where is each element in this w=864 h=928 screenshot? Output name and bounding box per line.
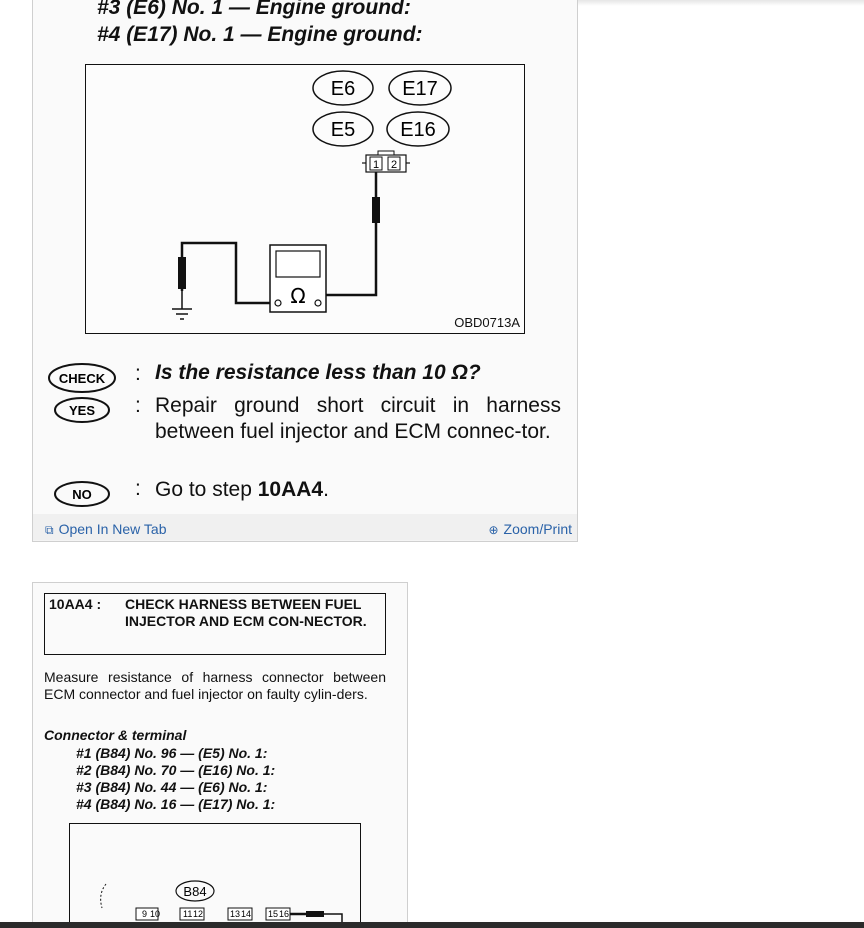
pin-15: 15 — [268, 909, 279, 919]
connector-e6-label: E6 — [330, 78, 356, 100]
harness-diagram — [69, 823, 361, 928]
open-new-tab-icon: ⧉ — [45, 523, 54, 537]
zoom-icon: ⊕ — [488, 523, 499, 537]
no-text-prefix: Go to step — [155, 478, 258, 501]
open-new-tab-link[interactable] — [45, 521, 167, 538]
pin-10: 10 — [150, 909, 161, 919]
no-answer-text — [155, 477, 561, 503]
connector-b84 — [176, 881, 214, 901]
connector-e6 — [313, 71, 373, 105]
connector-b84-label: B84 — [183, 884, 207, 899]
no-label: NO — [72, 487, 92, 502]
step-header-box — [44, 593, 386, 655]
ohm-symbol: Ω — [290, 284, 306, 308]
open-new-tab-label: Open In New Tab — [58, 521, 167, 537]
harness-drawing — [70, 824, 360, 928]
connector-outline — [101, 884, 106, 908]
check-colon: : — [135, 362, 141, 385]
step-number: 10AA4 : — [49, 596, 102, 612]
manual-step-panel — [32, 582, 408, 928]
connector-e16 — [387, 112, 449, 146]
step-instruction: Measure resistance of harness connector between ECM connector and fuel injector on faulty cylin-ders. — [44, 669, 386, 702]
manual-figure-panel — [32, 0, 578, 542]
step-title: CHECK HARNESS BETWEEN FUEL INJECTOR AND ECM CON-NECTOR. — [125, 596, 367, 629]
connector-e5-label: E5 — [330, 119, 356, 141]
check-question: Is the resistance less than 10 Ω? — [155, 361, 481, 384]
yes-colon: : — [135, 394, 141, 417]
injector-connector — [362, 151, 410, 172]
zoom-print-link[interactable] — [488, 521, 572, 537]
ground-icon — [172, 291, 192, 319]
pin-9: 9 — [142, 909, 148, 919]
yes-oval-icon — [53, 396, 113, 424]
probe-lead-right — [324, 172, 376, 295]
terminal-line-3: #3 (B84) No. 44 — (E6) No. 1: — [76, 779, 268, 795]
b84-pin-row — [136, 908, 290, 920]
check-oval-icon — [47, 362, 119, 394]
probe-right — [372, 197, 380, 223]
manual-page-image — [33, 0, 577, 514]
terminal-line-1: #1 (B84) No. 96 — (E5) No. 1: — [76, 745, 268, 761]
diagram-drawing — [86, 65, 523, 332]
probe-left — [178, 257, 186, 289]
no-colon: : — [135, 477, 141, 500]
connector-e17-label: E17 — [402, 78, 438, 100]
pin-2-label: 2 — [390, 159, 398, 171]
no-text-suffix: . — [323, 478, 329, 501]
bottom-edge-bar — [0, 922, 864, 928]
figure-footer — [33, 514, 577, 540]
pin-13: 13 — [230, 909, 241, 919]
zoom-print-label: Zoom/Print — [503, 521, 572, 537]
header-line-4: #4 (E17) No. 1 — Engine ground: — [97, 23, 423, 46]
header-line-3: #3 (E6) No. 1 — Engine ground: — [97, 0, 411, 19]
check-label: CHECK — [58, 371, 106, 386]
connector-terminal-heading: Connector & terminal — [44, 727, 187, 743]
no-step-link: 10AA4 — [257, 478, 324, 501]
pin-11: 11 — [183, 909, 193, 919]
wiring-diagram — [85, 64, 525, 334]
yes-label: YES — [68, 403, 96, 418]
connector-e17 — [389, 71, 451, 105]
pin-1-label: 1 — [372, 159, 380, 171]
pin-16: 16 — [279, 909, 290, 919]
probe-lead-left — [182, 243, 272, 303]
ohmmeter — [270, 245, 326, 312]
no-oval-icon — [53, 480, 113, 508]
yes-answer-text: Repair ground short circuit in harness between fuel injector and ECM connec-tor. — [155, 394, 561, 443]
probe-b84 — [306, 911, 324, 917]
connector-e5 — [313, 112, 373, 146]
terminal-line-2: #2 (B84) No. 70 — (E16) No. 1: — [76, 762, 276, 778]
page-edge-shadow — [578, 0, 864, 6]
terminal-line-4: #4 (B84) No. 16 — (E17) No. 1: — [76, 796, 276, 812]
pin-12: 12 — [193, 909, 204, 919]
pin-14: 14 — [241, 909, 252, 919]
diagram-code: OBD0713A — [454, 315, 520, 330]
connector-e16-label: E16 — [400, 119, 436, 141]
